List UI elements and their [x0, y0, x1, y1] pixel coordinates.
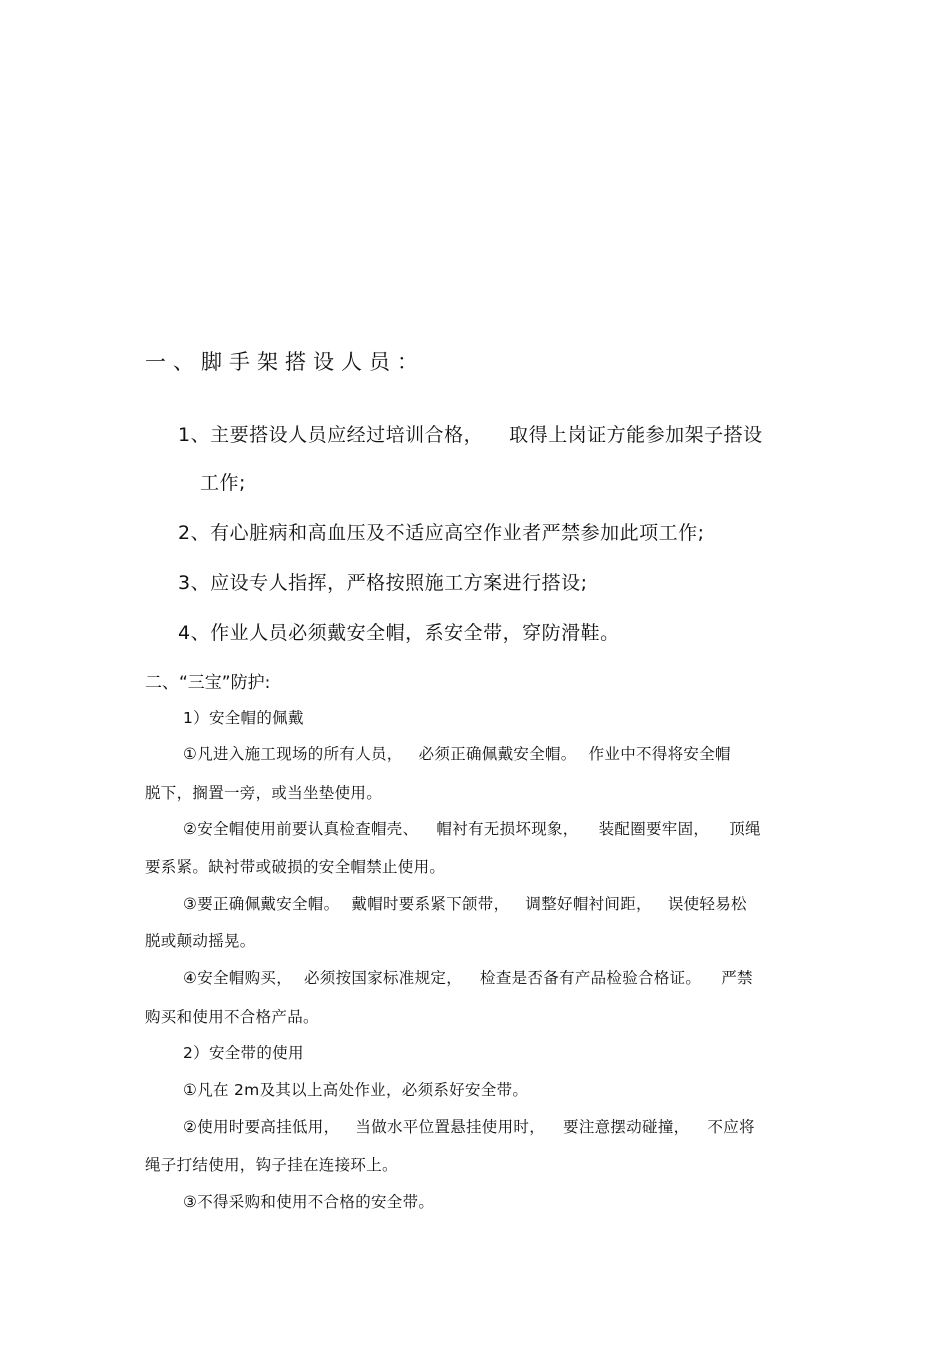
- helmet-p4-seg-d: 严禁: [721, 969, 753, 987]
- helmet-p4-seg-b: 必须按国家标准规定，: [304, 969, 463, 987]
- section1-item4: 4、作业人员必须戴安全帽，系安全带，穿防滑鞋。: [178, 622, 620, 644]
- section1-item1-cont: 工作;: [200, 472, 246, 494]
- belt-p1: ①凡在 2m及其以上高处作业，必须系好安全带。: [183, 1081, 529, 1099]
- helmet-p2-line2: 要系紧。缺衬带或破损的安全帽禁止使用。: [145, 858, 446, 876]
- belt-title: 2）安全带的使用: [183, 1044, 304, 1062]
- section1-item3: 3、应设专人指挥，严格按照施工方案进行搭设;: [178, 572, 588, 594]
- helmet-p3-seg-b: 戴帽时要系紧下颌带，: [351, 895, 510, 913]
- section1-item1-part2: 取得上岗证方能参加架子搭设: [509, 424, 763, 446]
- helmet-p2-seg-c: 装配圈要牢固，: [598, 820, 710, 838]
- belt-p2-seg-d: 不应将: [707, 1118, 755, 1136]
- helmet-p2-seg-d: 顶绳: [729, 820, 761, 838]
- section1-heading: 一、脚手架搭设人员：: [145, 350, 425, 374]
- helmet-p3-seg-c: 调整好帽衬间距，: [525, 895, 652, 913]
- helmet-p1-line1: [183, 747, 731, 763]
- helmet-p3-seg-a: ③要正确佩戴安全帽。: [183, 895, 340, 913]
- helmet-p3-line1: [183, 897, 747, 913]
- helmet-title: 1）安全帽的佩戴: [183, 709, 304, 727]
- section1-item1-line1: [178, 426, 763, 445]
- helmet-p4-line2: 购买和使用不合格产品。: [145, 1008, 319, 1026]
- belt-p2-seg-a: ②使用时要高挂低用，: [183, 1118, 340, 1136]
- belt-p2-seg-c: 要注意摆动碰撞，: [563, 1118, 690, 1136]
- section1-item1-part1: 1、主要搭设人员应经过培训合格，: [178, 424, 484, 446]
- helmet-p2-seg-a: ②安全帽使用前要认真检查帽壳、: [183, 820, 419, 838]
- helmet-p4-line1: [183, 971, 753, 987]
- helmet-p4-seg-a: ④安全帽购买，: [183, 969, 292, 987]
- helmet-p2-line1: [183, 822, 761, 838]
- helmet-p1-seg-b: 必须正确佩戴安全帽。: [418, 745, 577, 763]
- helmet-p3-seg-d: 误使轻易松: [667, 895, 747, 913]
- helmet-p1-seg-c: 作业中不得将安全帽: [588, 745, 731, 763]
- helmet-p4-seg-c: 检查是否备有产品检验合格证。: [480, 969, 702, 987]
- belt-p2-line2: 绳子打结使用，钩子挂在连接环上。: [145, 1156, 398, 1174]
- helmet-p1-seg-a: ①凡进入施工现场的所有人员，: [183, 745, 403, 763]
- section2-heading: 二、“三宝”防护:: [145, 673, 271, 693]
- helmet-p2-seg-b: 帽衬有无损坏现象，: [436, 820, 579, 838]
- section1-item2: 2、有心脏病和高血压及不适应高空作业者严禁参加此项工作;: [178, 522, 705, 544]
- belt-p2-seg-b: 当做水平位置悬挂使用时，: [355, 1118, 546, 1136]
- belt-p2-line1: [183, 1120, 755, 1136]
- belt-p3: ③不得采购和使用不合格的安全带。: [183, 1193, 435, 1211]
- helmet-p1-line2: 脱下，搁置一旁，或当坐垫使用。: [145, 784, 383, 802]
- helmet-p3-line2: 脱或颠动摇晃。: [145, 932, 256, 950]
